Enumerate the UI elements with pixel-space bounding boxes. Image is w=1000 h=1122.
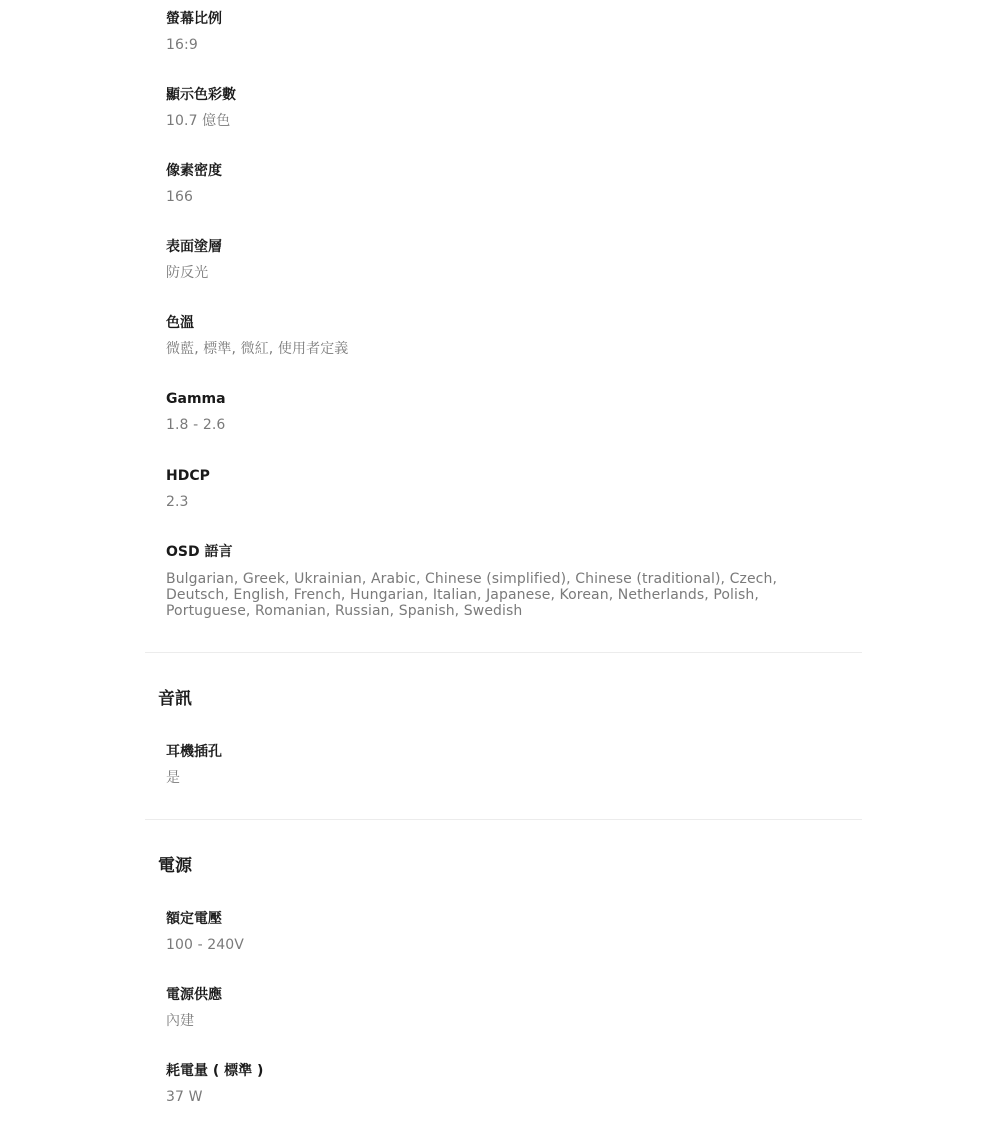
section-divider xyxy=(145,652,862,653)
spec-value: 166 xyxy=(166,189,194,205)
osd-language-line: Deutsch, English, French, Hungarian, Italian, Japanese, Korean, Netherlands, Polish, xyxy=(166,587,759,603)
spec-value xyxy=(166,571,816,619)
spec-value: 是 xyxy=(166,770,181,786)
section-title-power: 電源 xyxy=(158,856,192,876)
spec-label: 色溫 xyxy=(166,315,194,331)
spec-label: 耳機插孔 xyxy=(166,744,222,760)
spec-power-consumption xyxy=(166,1062,816,1105)
spec-label: 螢幕比例 xyxy=(166,11,222,27)
spec-value: 37 W xyxy=(166,1089,203,1105)
spec-hdcp xyxy=(166,467,816,510)
section-divider xyxy=(145,819,862,820)
spec-gamma xyxy=(166,390,816,433)
spec-label: HDCP xyxy=(166,468,210,484)
spec-headphone-jack xyxy=(166,743,816,786)
spec-label: OSD 語言 xyxy=(166,544,233,560)
spec-pixel-density xyxy=(166,162,816,205)
section-title-audio: 音訊 xyxy=(158,689,192,709)
spec-value: 10.7 億色 xyxy=(166,113,231,129)
spec-value: 16:9 xyxy=(166,37,198,53)
spec-value: 微藍, 標準, 微紅, 使用者定義 xyxy=(166,341,349,357)
spec-aspect-ratio xyxy=(166,10,816,53)
osd-language-line: Portuguese, Romanian, Russian, Spanish, Swedish xyxy=(166,603,523,619)
spec-label: 耗電量 ( 標準 ) xyxy=(166,1063,264,1079)
osd-language-line: Bulgarian, Greek, Ukrainian, Arabic, Chinese (simplified), Chinese (traditional), Czech, xyxy=(166,571,778,587)
spec-label: 電源供應 xyxy=(166,987,222,1003)
spec-label: 顯示色彩數 xyxy=(166,87,236,103)
spec-surface-coating xyxy=(166,238,816,281)
spec-color-temperature xyxy=(166,314,816,357)
spec-value: 1.8 - 2.6 xyxy=(166,417,226,433)
spec-label: Gamma xyxy=(166,391,226,407)
spec-value: 防反光 xyxy=(166,265,209,281)
spec-label: 額定電壓 xyxy=(166,911,222,927)
spec-value: 2.3 xyxy=(166,494,189,510)
spec-value: 內建 xyxy=(166,1013,195,1029)
spec-rated-voltage xyxy=(166,910,816,953)
spec-label: 像素密度 xyxy=(166,163,222,179)
spec-display-colors xyxy=(166,86,816,129)
spec-power-supply xyxy=(166,986,816,1029)
spec-osd-languages xyxy=(166,543,816,619)
spec-label: 表面塗層 xyxy=(166,239,222,255)
spec-value: 100 - 240V xyxy=(166,937,244,953)
